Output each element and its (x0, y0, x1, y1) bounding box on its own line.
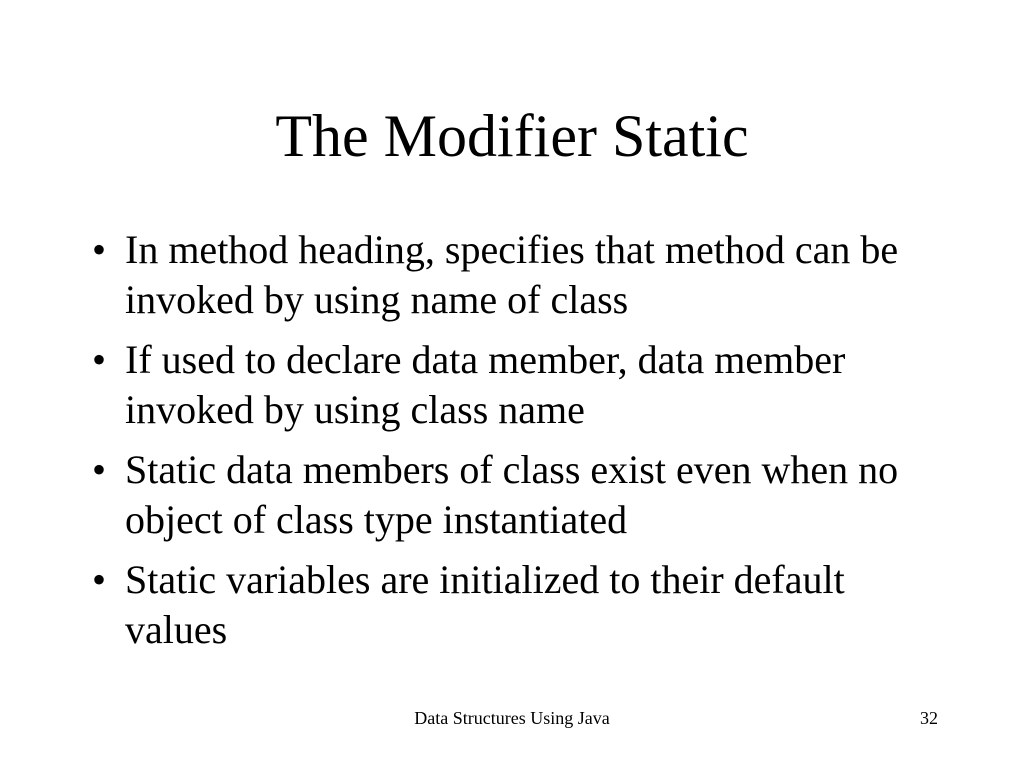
footer-course-title: Data Structures Using Java (414, 708, 610, 728)
slide-title: The Modifier Static (275, 103, 749, 169)
bullet-text: If used to declare data member, data member invoked by using class name (125, 337, 846, 432)
bullet-text: In method heading, specifies that method can be invoked by using name of class (125, 227, 899, 322)
bullet-dot-icon: • (91, 447, 106, 492)
bullet-text: Static data members of class exist even when no object of class type instantiated (125, 447, 899, 542)
bullet-dot-icon: • (91, 227, 106, 272)
bullet-item (84, 225, 944, 325)
bullet-list (84, 225, 944, 665)
bullet-item (84, 445, 944, 545)
bullet-item (84, 555, 944, 655)
bullet-item (84, 335, 944, 435)
bullet-text: Static variables are initialized to their default values (125, 557, 845, 652)
bullet-dot-icon: • (91, 337, 106, 382)
footer-page-number: 32 (920, 708, 938, 728)
bullet-dot-icon: • (91, 557, 106, 602)
